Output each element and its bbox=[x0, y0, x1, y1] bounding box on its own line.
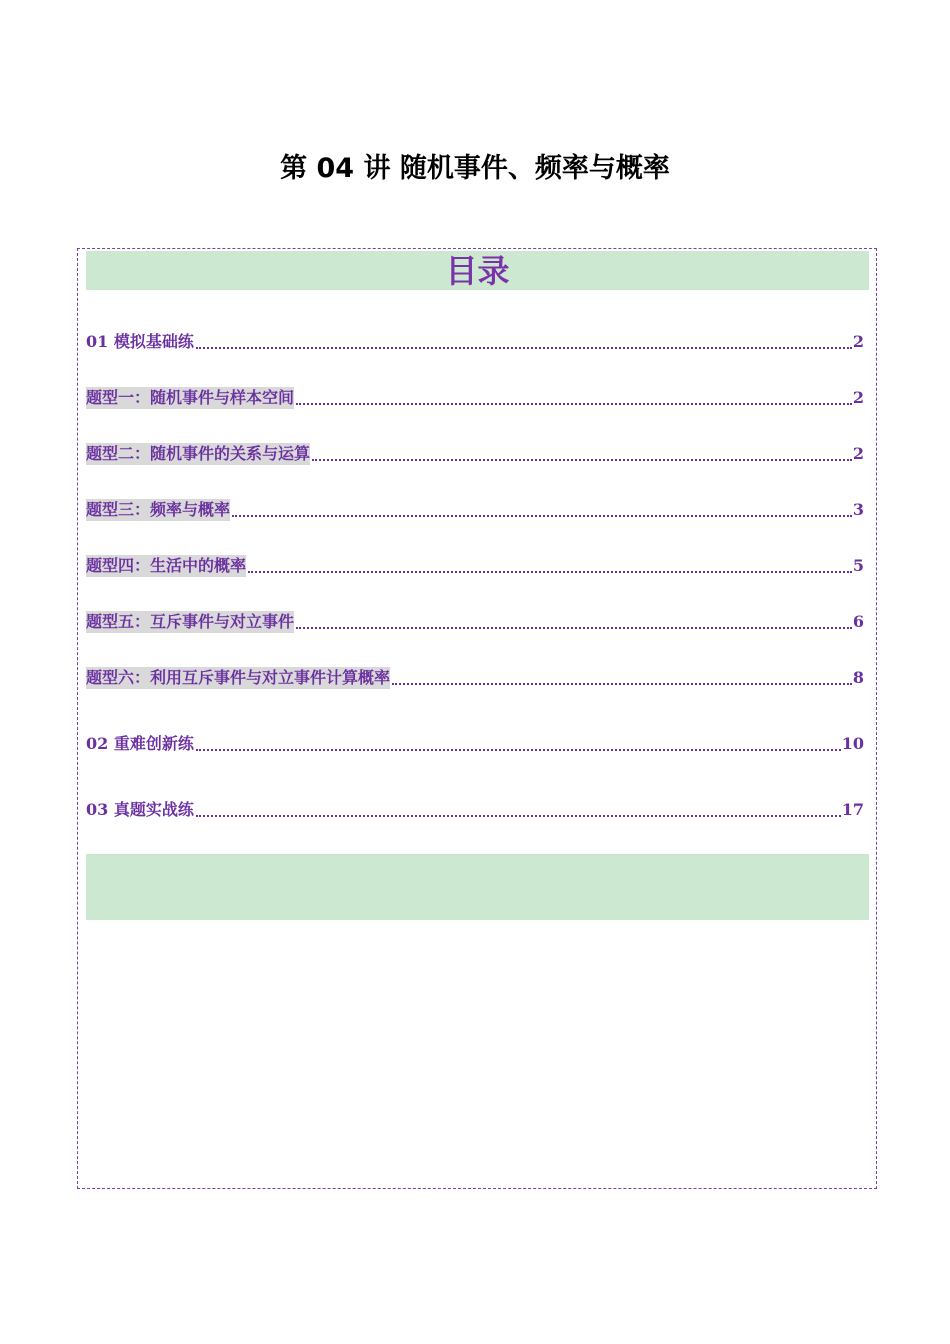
dot-leader bbox=[196, 346, 852, 349]
page-title: 第 04 讲 随机事件、频率与概率 bbox=[280, 153, 670, 184]
toc-box bbox=[77, 248, 877, 1189]
dot-leader bbox=[296, 626, 852, 629]
dot-leader bbox=[392, 682, 852, 685]
toc-entry-label: 题型三：频率与概率 bbox=[86, 500, 231, 519]
toc-entry-label: 题型五：互斥事件与对立事件 bbox=[86, 612, 295, 631]
toc-entry-page: 2 bbox=[852, 332, 864, 351]
dot-leader bbox=[248, 570, 852, 573]
toc-entry-basic[interactable] bbox=[86, 329, 864, 353]
toc-entry-label: 题型六：利用互斥事件与对立事件计算概率 bbox=[86, 668, 391, 687]
toc-entry-type1[interactable] bbox=[86, 385, 864, 409]
dot-leader bbox=[232, 514, 852, 517]
dot-leader bbox=[196, 814, 841, 817]
toc-entry-advanced[interactable] bbox=[86, 731, 864, 755]
toc-entry-page: 2 bbox=[852, 388, 864, 407]
toc-entry-page: 8 bbox=[852, 668, 864, 687]
toc-entry-type4[interactable] bbox=[86, 553, 864, 577]
toc-entry-type3[interactable] bbox=[86, 497, 864, 521]
toc-entry-page: 5 bbox=[852, 556, 864, 575]
toc-heading: 目录 bbox=[86, 251, 869, 290]
dot-leader bbox=[196, 748, 841, 751]
dot-leader bbox=[312, 458, 852, 461]
toc-entry-label: 03 真题实战练 bbox=[86, 800, 194, 819]
toc-entry-label: 题型二：随机事件的关系与运算 bbox=[86, 444, 311, 463]
toc-entry-page: 6 bbox=[852, 612, 864, 631]
dot-leader bbox=[296, 402, 852, 405]
toc-entry-page: 3 bbox=[852, 500, 864, 519]
toc-entry-type6[interactable] bbox=[86, 665, 864, 689]
toc-entry-label: 02 重难创新练 bbox=[86, 734, 194, 753]
toc-entry-label: 01 模拟基础练 bbox=[86, 332, 194, 351]
toc-entry-label: 题型四：生活中的概率 bbox=[86, 556, 247, 575]
toc-entry-exam[interactable] bbox=[86, 797, 864, 821]
toc-entry-page: 10 bbox=[841, 734, 864, 753]
toc-entry-page: 17 bbox=[841, 800, 864, 819]
toc-footer-band bbox=[86, 854, 869, 920]
toc-entry-type2[interactable] bbox=[86, 441, 864, 465]
toc-entry-page: 2 bbox=[852, 444, 864, 463]
toc-entry-type5[interactable] bbox=[86, 609, 864, 633]
toc-entry-label: 题型一：随机事件与样本空间 bbox=[86, 388, 295, 407]
